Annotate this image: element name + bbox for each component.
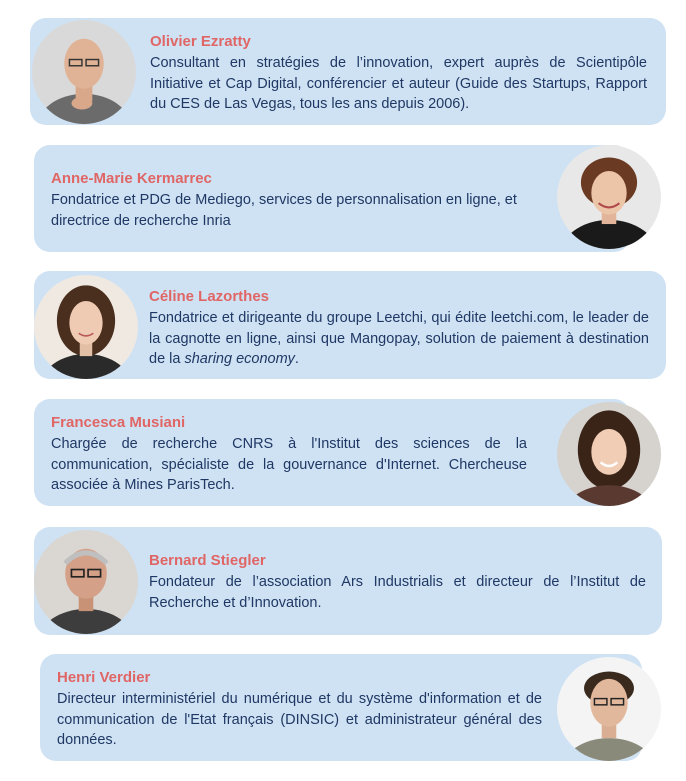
- speaker-name: Henri Verdier: [57, 669, 151, 686]
- speaker-bio: Fondateur de l’association Ars Industrialis et directeur de l’Institut de Recherche et d’Innovation.: [149, 574, 646, 611]
- speaker-bio: Fondatrice et PDG de Mediego, services de personnalisation en ligne, et directrice de recherche Inria: [51, 192, 517, 229]
- speaker-bio: Directeur interministériel du numérique et du système d'information et de communication de l'Etat français (DINSIC) et administrateur général des données.: [57, 691, 542, 748]
- portrait-francesca-musiani: [557, 402, 661, 506]
- speaker-text-anne-marie-kermarrec: [51, 169, 527, 231]
- speaker-bio-emphasis: sharing economy: [184, 351, 295, 367]
- speaker-text-francesca-musiani: [51, 413, 527, 496]
- speaker-text-bernard-stiegler: [149, 551, 646, 613]
- speaker-name: Bernard Stiegler: [149, 552, 266, 569]
- speaker-bio: Chargée de recherche CNRS à l'Institut des sciences de la communication, spécialiste de la gouvernance d'Internet. Chercheuse associée à Mines ParisTech.: [51, 436, 527, 493]
- speaker-bio-text: Fondatrice et dirigeante du groupe Leetchi, qui édite leetchi.com, le leader de la cagnotte en ligne, ainsi que Mangopay, solution de paiement à destination de la: [149, 310, 649, 367]
- portrait-bernard-stiegler: [34, 530, 138, 634]
- portrait-henri-verdier: [557, 657, 661, 761]
- speaker-text-olivier-ezratty: [150, 32, 647, 115]
- portrait-anne-marie-kermarrec: [557, 145, 661, 249]
- speaker-name: Anne-Marie Kermarrec: [51, 170, 212, 187]
- portrait-olivier-ezratty: [32, 20, 136, 124]
- speaker-name: Céline Lazorthes: [149, 288, 270, 305]
- portrait-celine-lazorthes: [34, 275, 138, 379]
- speaker-name: Francesca Musiani: [51, 414, 186, 431]
- speaker-text-henri-verdier: [57, 668, 542, 751]
- speaker-bio-end: .: [294, 351, 299, 367]
- speaker-name: Olivier Ezratty: [150, 33, 251, 50]
- speaker-text-celine-lazorthes: [149, 287, 649, 370]
- speaker-bio: [149, 308, 649, 370]
- speaker-bio: Consultant en stratégies de l’innovation, expert auprès de Scientipôle Initiative et Cap Digital, conférencier et auteur (Guide des Startups, Rapport du CES de Las Vegas, tous les ans depuis 2006).: [150, 55, 647, 112]
